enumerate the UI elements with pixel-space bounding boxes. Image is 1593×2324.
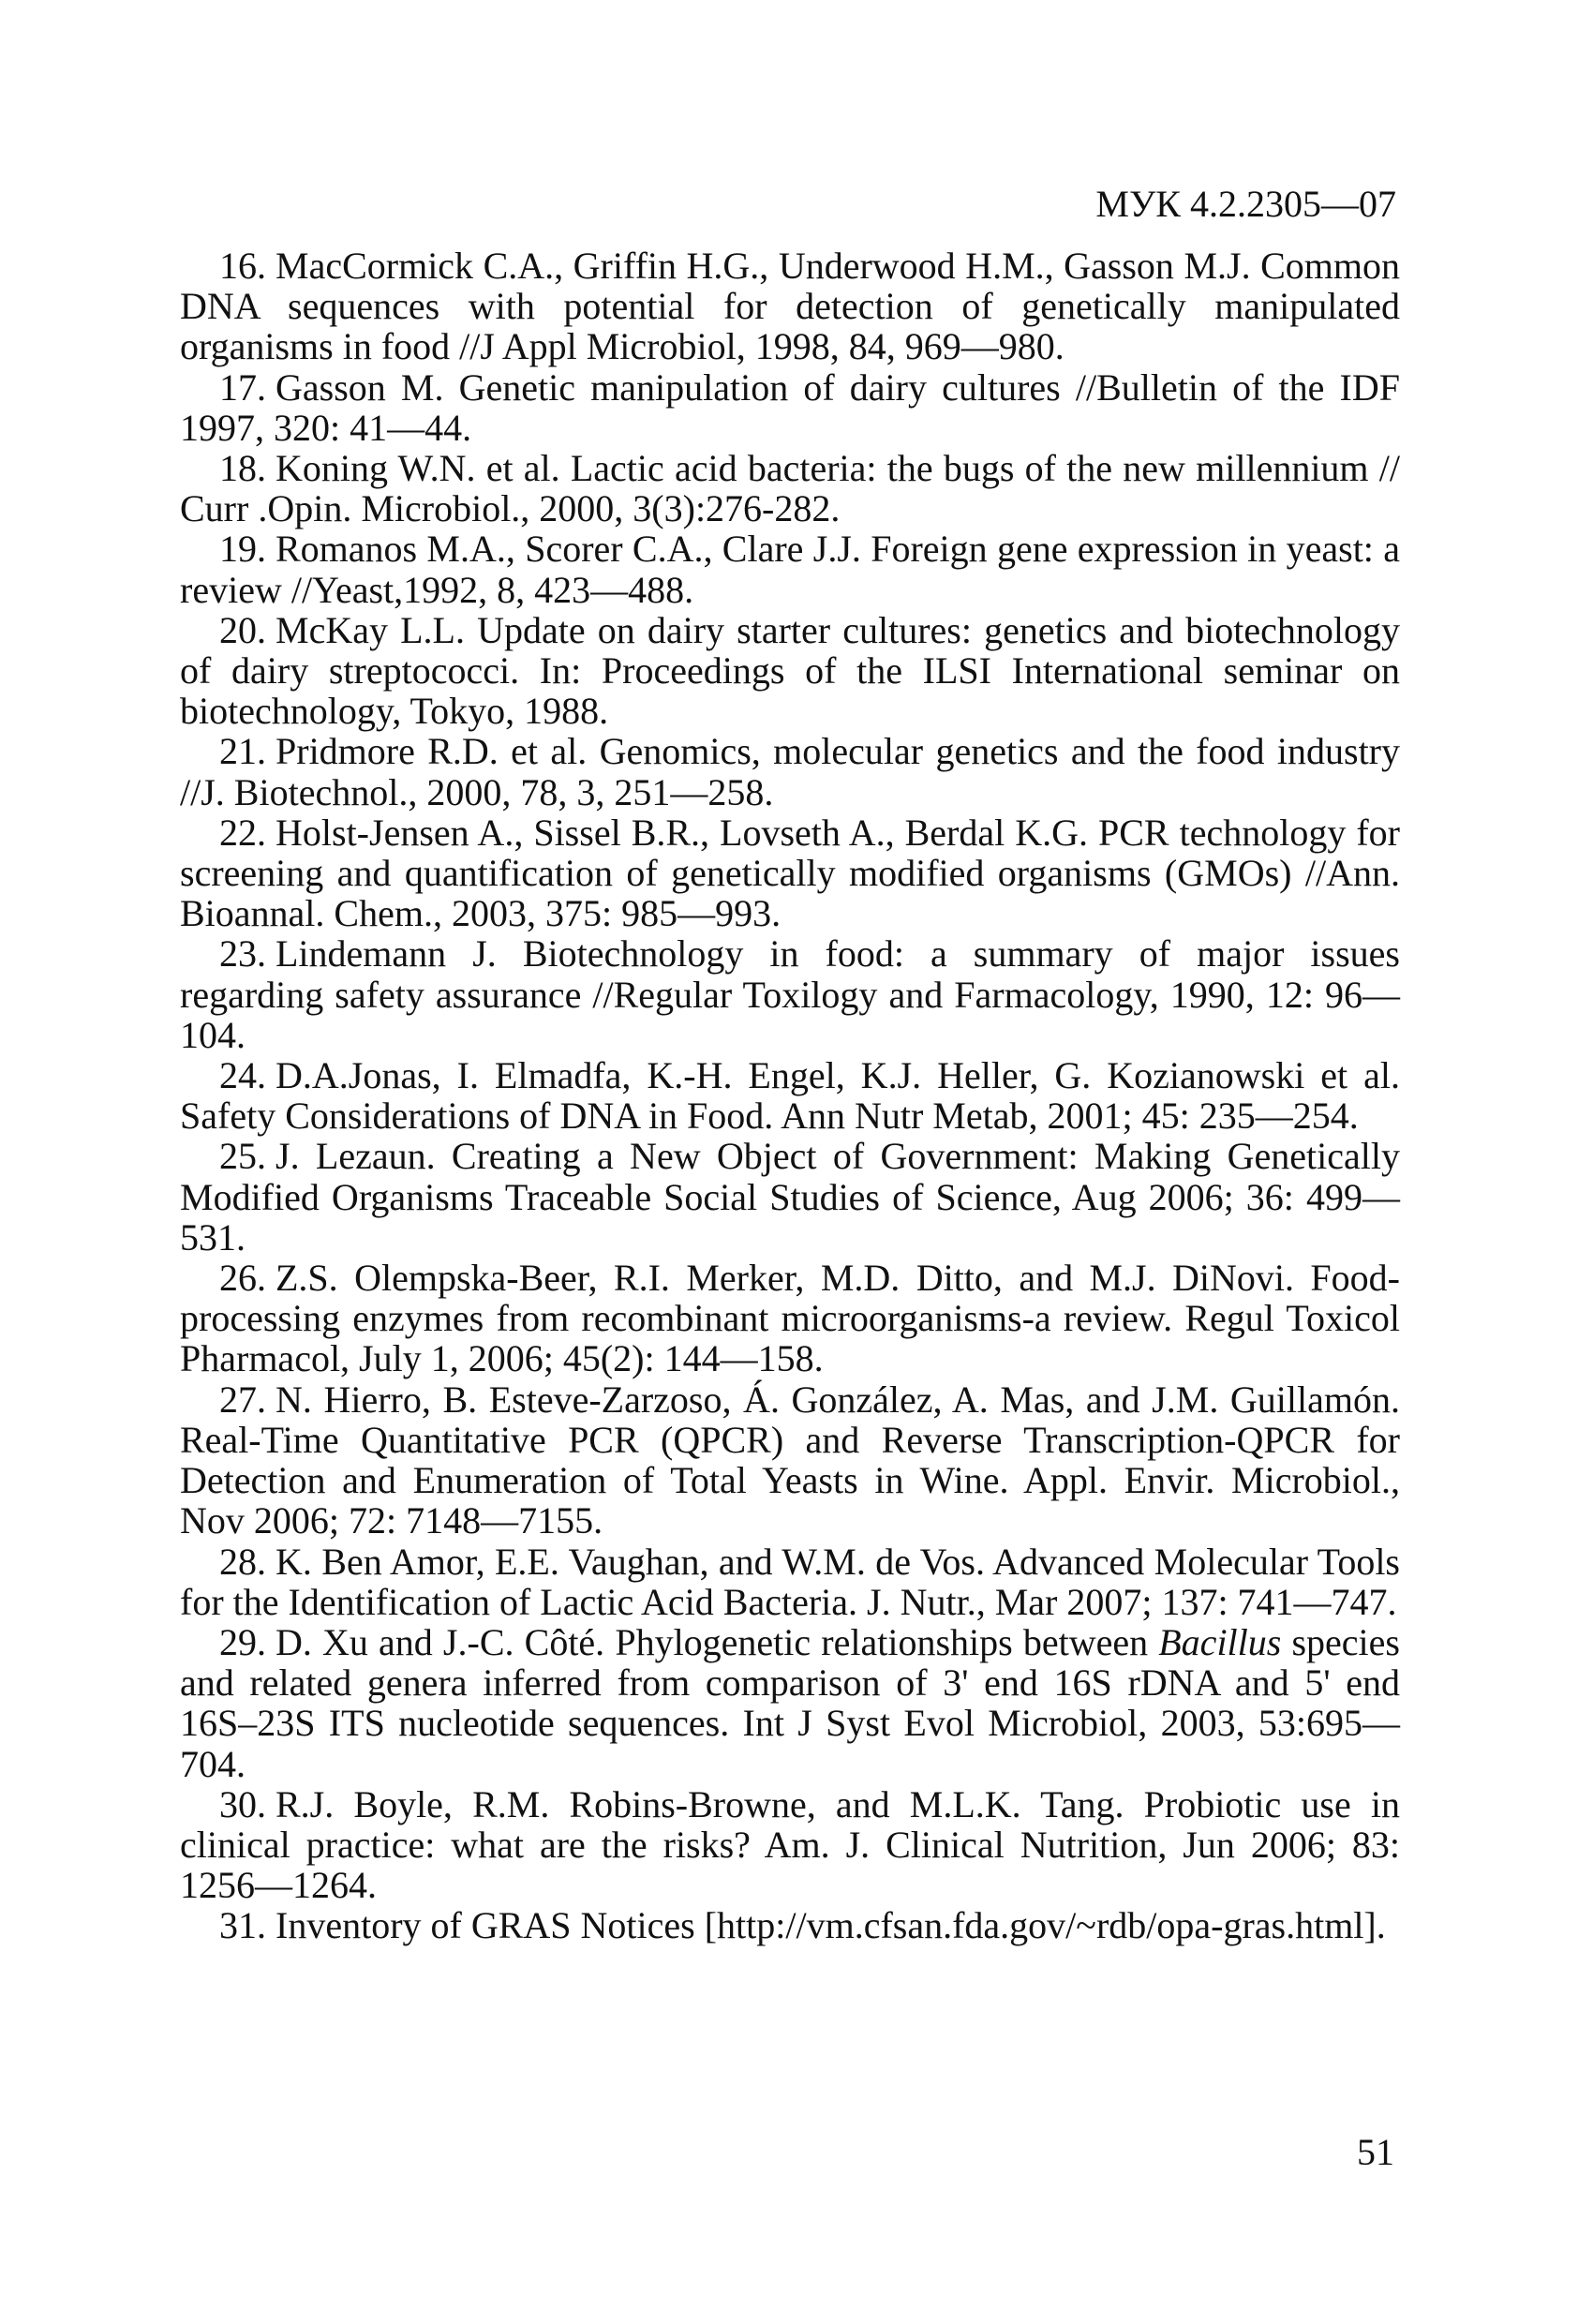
- reference-item: [180, 448, 1400, 529]
- reference-text: McKay L.L. Update on dairy starter cultures: genetics and biotechnology of dairy streptococci. In: Proceedings of the ILSI International seminar on biotechnology, Tokyo, 1988.: [180, 608, 1400, 733]
- reference-number: 17.: [219, 365, 266, 409]
- reference-number: 28.: [219, 1540, 266, 1583]
- document-code-header: МУК 4.2.2305—07: [1095, 183, 1396, 225]
- reference-item: [180, 1905, 1400, 1945]
- reference-number: 20.: [219, 608, 266, 651]
- reference-text-before: D. Xu and J.-C. Côté. Phylogenetic relationships between: [275, 1620, 1159, 1663]
- reference-number: 16.: [219, 245, 266, 287]
- reference-item: [180, 812, 1400, 934]
- reference-italic-genus: Bacillus: [1158, 1620, 1282, 1663]
- reference-number: 27.: [219, 1378, 266, 1421]
- reference-text-after: species and related genera inferred from comparison of 3' end 16S rDNA and 5' end 16S–23S ITS nucleotide sequences. Int J Syst Evol Microbiol, 2003, 53:695—704.: [180, 1620, 1400, 1785]
- reference-item: [180, 610, 1400, 732]
- reference-number: 19.: [219, 528, 266, 571]
- reference-item: [180, 1784, 1400, 1906]
- reference-number: 18.: [219, 447, 266, 490]
- reference-text: R.J. Boyle, R.M. Robins-Browne, and M.L.K. Tang. Probiotic use in clinical practice: what are the risks? Am. J. Clinical Nutrition, Jun 2006; 83: 1256—1264.: [180, 1782, 1400, 1907]
- reference-item: [180, 367, 1400, 448]
- reference-item: [180, 1055, 1400, 1136]
- reference-text: Romanos M.A., Scorer C.A., Clare J.J. Foreign gene expression in yeast: a review //Yeast,1992, 8, 423—488.: [180, 528, 1400, 611]
- reference-number: 24.: [219, 1054, 266, 1097]
- reference-number: 26.: [219, 1257, 266, 1300]
- reference-text: Inventory of GRAS Notices [http://vm.cfsan.fda.gov/~rdb/opa-gras.html].: [275, 1904, 1386, 1947]
- reference-text: D.A.Jonas, I. Elmadfa, K.-H. Engel, K.J. Heller, G. Kozianowski et al. Safety Considerations of DNA in Food. Ann Nutr Metab, 2001; 45: 235—254.: [180, 1054, 1400, 1138]
- reference-text: J. Lezaun. Creating a New Object of Government: Making Genetically Modified Organisms Traceable Social Studies of Science, Aug 2006; 36: 499—531.: [180, 1135, 1400, 1259]
- reference-text: Z.S. Olempska-Beer, R.I. Merker, M.D. Ditto, and M.J. DiNovi. Food-processing enzymes from recombinant microorganisms-a review. Regul Toxicol Pharmacol, July 1, 2006; 45(2): 144—158.: [180, 1257, 1400, 1380]
- reference-item: [180, 1136, 1400, 1258]
- reference-item: [180, 1258, 1400, 1379]
- reference-number: 25.: [219, 1135, 266, 1178]
- reference-item: [180, 1542, 1400, 1622]
- reference-number: 23.: [219, 932, 266, 976]
- reference-text: K. Ben Amor, E.E. Vaughan, and W.M. de Vos. Advanced Molecular Tools for the Identification of Lactic Acid Bacteria. J. Nutr., Mar 2007; 137: 741—747.: [180, 1540, 1400, 1623]
- reference-text: Holst-Jensen A., Sissel B.R., Lovseth A., Berdal K.G. PCR technology for screening and quantification of genetically modified organisms (GMOs) //Ann. Bioannal. Chem., 2003, 375: 985—993.: [180, 811, 1400, 935]
- reference-number: 22.: [219, 811, 266, 854]
- reference-item: [180, 731, 1400, 812]
- reference-item: [180, 1379, 1400, 1542]
- reference-number: 31.: [219, 1904, 266, 1947]
- page-number: 51: [1357, 2131, 1394, 2173]
- reference-item: [180, 529, 1400, 609]
- reference-text: Pridmore R.D. et al. Genomics, molecular genetics and the food industry //J. Biotechnol., 2000, 78, 3, 251—258.: [180, 730, 1400, 813]
- reference-text: N. Hierro, B. Esteve-Zarzoso, Á. González, A. Mas, and J.M. Guillamón. Real-Time Quantitative PCR (QPCR) and Reverse Transcription-QPCR for Detection and Enumeration of Total Yeasts in Wine. Appl. Envir. Microbiol., Nov 2006; 72: 7148—7155.: [180, 1378, 1400, 1542]
- reference-text: Lindemann J. Biotechnology in food: a summary of major issues regarding safety assurance //Regular Toxilogy and Farmacology, 1990, 12: 96—104.: [180, 932, 1400, 1056]
- reference-text: Koning W.N. et al. Lactic acid bacteria: the bugs of the new millennium // Curr .Opin. Microbiol., 2000, 3(3):276-282.: [180, 447, 1400, 530]
- reference-number: 29.: [219, 1620, 266, 1663]
- reference-text: Gasson M. Genetic manipulation of dairy cultures //Bulletin of the IDF 1997, 320: 41—44.: [180, 365, 1400, 449]
- reference-number: 30.: [219, 1782, 266, 1825]
- reference-item: [180, 933, 1400, 1055]
- reference-item: [180, 246, 1400, 367]
- reference-text: MacCormick C.A., Griffin H.G., Underwood H.M., Gasson M.J. Common DNA sequences with potential for detection of genetically manipulated organisms in food //J Appl Microbiol, 1998, 84, 969—980.: [180, 245, 1400, 368]
- reference-item: [180, 1622, 1400, 1784]
- reference-list: [180, 246, 1400, 1946]
- reference-number: 21.: [219, 730, 266, 773]
